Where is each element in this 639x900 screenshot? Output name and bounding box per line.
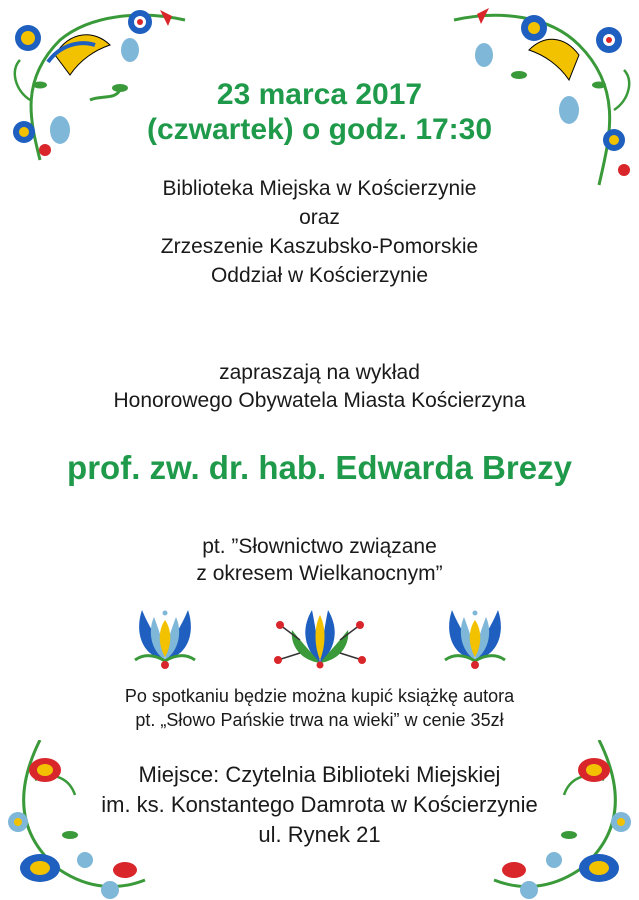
tulip-icon-left (130, 605, 200, 670)
venue-line-1: Miejsce: Czytelnia Biblioteki Miejskiej (138, 762, 501, 787)
invitation-line-2: Honorowego Obywatela Miasta Kościerzyna (113, 389, 526, 412)
invitation-line-1: zapraszają na wykład (219, 361, 420, 384)
lily-icon-center (270, 605, 370, 670)
event-time: (czwartek) o godz. 17:30 (146, 113, 493, 146)
speaker-name: prof. zw. dr. hab. Edwarda Brezy (67, 449, 572, 486)
lecture-title-line-1: pt. ”Słownictwo związane (202, 535, 437, 558)
event-date: 23 marca 2017 (216, 78, 423, 111)
organizer-line-3: Zrzeszenie Kaszubsko-Pomorskie (160, 235, 479, 258)
venue-line-3: ul. Rynek 21 (258, 822, 381, 847)
book-note-line-1: Po spotkaniu będzie można kupić książkę autora (124, 686, 515, 706)
organizer-line-1: Biblioteka Miejska w Kościerzynie (162, 177, 477, 200)
tulip-icon-right (440, 605, 510, 670)
venue-line-2: im. ks. Konstantego Damrota w Kościerzynie (101, 792, 538, 817)
lecture-title-line-2: z okresem Wielkanocnym” (196, 562, 443, 585)
organizer-line-4: Oddział w Kościerzynie (210, 264, 429, 287)
organizer-line-2: oraz (299, 206, 340, 229)
book-note-line-2: pt. „Słowo Pańskie trwa na wieki” w cenie 35zł (135, 710, 504, 730)
